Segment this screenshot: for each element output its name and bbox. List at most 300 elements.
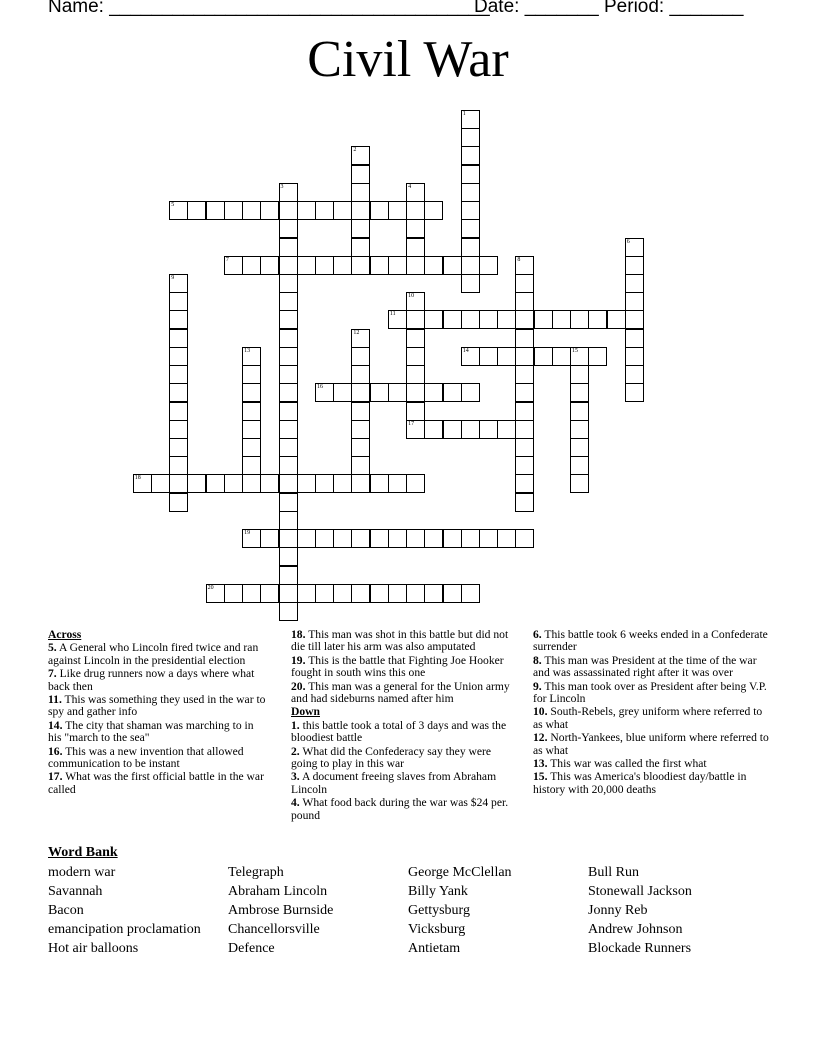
grid-cell[interactable]	[169, 365, 188, 384]
clue-item	[291, 746, 513, 771]
grid-cell[interactable]	[260, 584, 279, 603]
grid-cell[interactable]	[406, 529, 425, 548]
clue-text: A document freeing slaves from Abraham Lincoln	[291, 770, 497, 796]
grid-cell[interactable]	[370, 474, 389, 493]
grid-cell[interactable]	[297, 256, 316, 275]
grid-cell[interactable]	[625, 292, 644, 311]
grid-cell[interactable]	[370, 584, 389, 603]
grid-cell[interactable]	[224, 201, 243, 220]
grid-cell[interactable]	[443, 310, 462, 329]
grid-cell[interactable]	[479, 529, 498, 548]
grid-cell[interactable]	[570, 402, 589, 421]
grid-cell[interactable]	[588, 310, 607, 329]
grid-cell[interactable]	[461, 347, 480, 366]
grid-cell[interactable]	[497, 529, 516, 548]
word-bank-item: Telegraph	[228, 865, 284, 880]
clue-item	[291, 681, 513, 706]
grid-cell[interactable]	[461, 529, 480, 548]
grid-cell[interactable]	[279, 383, 298, 402]
grid-cell[interactable]	[169, 329, 188, 348]
grid-cell[interactable]	[351, 219, 370, 238]
clue-number-label: 13.	[533, 757, 548, 771]
clue-number: 16	[316, 384, 323, 391]
grid-cell[interactable]	[479, 347, 498, 366]
grid-cell[interactable]	[351, 474, 370, 493]
clue-number: 7	[225, 256, 229, 263]
clue-text: Like drug runners now a days where what back then	[48, 667, 255, 693]
clue-text: This battle took 6 weeks ended in a Confederate surrender	[533, 628, 768, 654]
word-bank-item: Blockade Runners	[588, 941, 692, 956]
word-bank-column	[408, 863, 512, 958]
word-bank-item: Vicksburg	[408, 922, 466, 937]
grid-cell[interactable]	[315, 529, 334, 548]
grid-cell[interactable]	[424, 584, 443, 603]
grid-cell[interactable]	[443, 420, 462, 439]
grid-cell[interactable]	[406, 238, 425, 257]
grid-cell[interactable]	[297, 529, 316, 548]
grid-cell[interactable]	[242, 201, 261, 220]
grid-cell[interactable]	[388, 529, 407, 548]
word-bank-column	[48, 863, 201, 958]
word-bank-item: Defence	[228, 941, 275, 956]
grid-cell[interactable]	[351, 438, 370, 457]
clue-item	[291, 797, 513, 822]
grid-cell[interactable]	[315, 201, 334, 220]
grid-cell[interactable]	[169, 274, 188, 293]
clue-number-label: 8.	[533, 653, 542, 667]
grid-cell[interactable]	[515, 438, 534, 457]
grid-cell[interactable]	[242, 402, 261, 421]
grid-cell[interactable]	[242, 438, 261, 457]
grid-cell[interactable]	[625, 329, 644, 348]
grid-cell[interactable]	[279, 365, 298, 384]
grid-cell[interactable]	[333, 201, 352, 220]
grid-cell[interactable]	[279, 584, 298, 603]
grid-cell[interactable]	[351, 183, 370, 202]
grid-cell[interactable]	[479, 256, 498, 275]
grid-cell[interactable]	[515, 347, 534, 366]
clue-text: North-Yankees, blue uniform where referred to as what	[533, 731, 769, 757]
grid-cell[interactable]	[169, 456, 188, 475]
clue-number: 17	[408, 420, 415, 427]
grid-cell[interactable]	[497, 420, 516, 439]
clue-text: This was America's bloodiest day/battle in history with 20,000 deaths	[533, 770, 747, 796]
grid-cell[interactable]	[297, 584, 316, 603]
grid-cell[interactable]	[260, 201, 279, 220]
grid-cell[interactable]	[297, 474, 316, 493]
grid-cell[interactable]	[169, 402, 188, 421]
grid-cell[interactable]	[406, 347, 425, 366]
grid-cell[interactable]	[351, 238, 370, 257]
grid-cell[interactable]	[515, 365, 534, 384]
clue-item	[533, 629, 769, 654]
clue-number-label: 14.	[48, 718, 63, 732]
grid-cell[interactable]	[351, 365, 370, 384]
clue-number: 19	[244, 530, 251, 537]
word-bank-item: Andrew Johnson	[588, 922, 683, 937]
grid-cell[interactable]	[224, 474, 243, 493]
clue-item	[533, 732, 769, 757]
clue-text: This man was President at the time of the war and was assassinated right after it was over	[533, 653, 757, 680]
grid-cell[interactable]	[370, 256, 389, 275]
grid-cell[interactable]	[515, 329, 534, 348]
clue-item	[291, 771, 513, 796]
clue-item	[533, 681, 769, 706]
grid-cell[interactable]	[625, 310, 644, 329]
clues-column-3	[533, 629, 769, 797]
grid-cell[interactable]	[406, 292, 425, 311]
grid-cell[interactable]	[279, 347, 298, 366]
grid-cell[interactable]	[279, 547, 298, 566]
grid-cell[interactable]	[351, 165, 370, 184]
grid-cell[interactable]	[279, 310, 298, 329]
grid-cell[interactable]	[625, 383, 644, 402]
grid-cell[interactable]	[206, 474, 225, 493]
grid-cell[interactable]	[406, 365, 425, 384]
grid-cell[interactable]	[351, 347, 370, 366]
grid-cell[interactable]	[279, 474, 298, 493]
grid-cell[interactable]	[443, 529, 462, 548]
word-bank-column	[228, 863, 333, 958]
grid-cell[interactable]	[242, 420, 261, 439]
grid-cell[interactable]	[515, 402, 534, 421]
grid-cell[interactable]	[625, 274, 644, 293]
grid-cell[interactable]	[461, 219, 480, 238]
grid-cell[interactable]	[315, 474, 334, 493]
clue-number-label: 20.	[291, 679, 306, 693]
grid-cell[interactable]	[515, 292, 534, 311]
grid-cell[interactable]	[515, 310, 534, 329]
grid-cell[interactable]	[570, 347, 589, 366]
grid-cell[interactable]	[169, 347, 188, 366]
grid-cell[interactable]	[351, 256, 370, 275]
grid-cell[interactable]	[406, 183, 425, 202]
word-bank-item: Jonny Reb	[588, 903, 648, 918]
clue-item	[533, 655, 769, 680]
grid-cell[interactable]	[424, 529, 443, 548]
grid-cell[interactable]	[370, 201, 389, 220]
grid-cell[interactable]	[242, 365, 261, 384]
grid-cell[interactable]	[169, 474, 188, 493]
grid-cell[interactable]	[406, 383, 425, 402]
grid-cell[interactable]	[461, 238, 480, 257]
grid-cell[interactable]	[607, 310, 626, 329]
grid-cell[interactable]	[242, 383, 261, 402]
grid-cell[interactable]	[206, 201, 225, 220]
clue-number-label: 18.	[291, 628, 306, 641]
grid-cell[interactable]	[461, 256, 480, 275]
grid-cell[interactable]	[279, 256, 298, 275]
clue-number-label: 15.	[533, 770, 548, 784]
grid-cell[interactable]	[279, 456, 298, 475]
grid-cell[interactable]	[315, 383, 334, 402]
clues-column-1	[48, 629, 266, 797]
word-bank-item: Abraham Lincoln	[228, 884, 328, 899]
grid-cell[interactable]	[388, 584, 407, 603]
grid-cell[interactable]	[570, 383, 589, 402]
grid-cell[interactable]	[461, 165, 480, 184]
grid-cell[interactable]	[424, 310, 443, 329]
grid-cell[interactable]	[370, 529, 389, 548]
clue-text: This was a new invention that allowed communication to be instant	[48, 744, 244, 771]
grid-cell[interactable]	[169, 420, 188, 439]
grid-cell[interactable]	[279, 183, 298, 202]
grid-cell[interactable]	[351, 456, 370, 475]
word-bank-heading: Word Bank	[48, 845, 118, 860]
grid-cell[interactable]	[625, 347, 644, 366]
clue-number: 15	[572, 347, 579, 354]
grid-cell[interactable]	[279, 329, 298, 348]
clue-number: 1	[462, 111, 466, 117]
grid-cell[interactable]	[351, 584, 370, 603]
clue-number-label: 12.	[533, 731, 548, 745]
word-bank-item: Stonewall Jackson	[588, 884, 692, 899]
clue-number-label: 10.	[533, 705, 548, 719]
grid-cell[interactable]	[260, 256, 279, 275]
clue-number: 14	[462, 347, 469, 354]
clue-text: A General who Lincoln fired twice and ran against Lincoln in the presidential election	[48, 641, 259, 667]
grid-cell[interactable]	[461, 274, 480, 293]
grid-cell[interactable]	[333, 529, 352, 548]
grid-cell[interactable]	[351, 420, 370, 439]
grid-cell[interactable]	[461, 183, 480, 202]
grid-cell[interactable]	[515, 420, 534, 439]
clue-text: This war was called the first what	[547, 757, 707, 771]
grid-cell[interactable]	[406, 329, 425, 348]
grid-cell[interactable]	[534, 310, 553, 329]
period-field-label: Period: _______	[604, 0, 744, 17]
grid-cell[interactable]	[552, 347, 571, 366]
clue-number: 5	[171, 202, 175, 209]
grid-cell[interactable]	[279, 420, 298, 439]
grid-cell[interactable]	[206, 584, 225, 603]
grid-cell[interactable]	[515, 493, 534, 512]
grid-cell[interactable]	[625, 365, 644, 384]
grid-cell[interactable]	[169, 201, 188, 220]
clue-number: 13	[244, 347, 251, 354]
grid-cell[interactable]	[534, 347, 553, 366]
clue-number: 11	[389, 311, 396, 318]
grid-cell[interactable]	[515, 256, 534, 275]
grid-cell[interactable]	[443, 256, 462, 275]
word-bank-item: Gettysburg	[408, 903, 470, 918]
word-bank-column	[588, 863, 692, 958]
clue-item	[533, 771, 769, 796]
grid-cell[interactable]	[625, 238, 644, 257]
grid-cell[interactable]	[625, 256, 644, 275]
grid-cell[interactable]	[242, 529, 261, 548]
grid-cell[interactable]	[224, 256, 243, 275]
grid-cell[interactable]	[279, 201, 298, 220]
grid-cell[interactable]	[279, 219, 298, 238]
grid-cell[interactable]	[242, 456, 261, 475]
grid-cell[interactable]	[279, 238, 298, 257]
grid-cell[interactable]	[370, 383, 389, 402]
grid-cell[interactable]	[479, 420, 498, 439]
grid-cell[interactable]	[424, 201, 443, 220]
grid-cell[interactable]	[169, 292, 188, 311]
grid-cell[interactable]	[351, 529, 370, 548]
grid-cell[interactable]	[515, 474, 534, 493]
grid-cell[interactable]	[333, 256, 352, 275]
clue-text: What did the Confederacy say they were going to play in this war	[291, 744, 492, 771]
grid-cell[interactable]	[333, 474, 352, 493]
word-bank-item: Billy Yank	[408, 884, 468, 899]
clue-item	[48, 668, 266, 693]
clue-text: This man was a general for the Union army and had sideburns named after him	[291, 679, 510, 706]
grid-cell[interactable]	[169, 383, 188, 402]
grid-cell[interactable]	[406, 201, 425, 220]
clue-number: 4	[408, 183, 412, 190]
grid-cell[interactable]	[461, 584, 480, 603]
clue-number-label: 5.	[48, 641, 57, 655]
clue-number-label: 1.	[291, 718, 300, 732]
grid-cell[interactable]	[406, 402, 425, 421]
grid-cell[interactable]	[388, 201, 407, 220]
grid-cell[interactable]	[570, 438, 589, 457]
grid-cell[interactable]	[461, 420, 480, 439]
grid-cell[interactable]	[242, 347, 261, 366]
grid-cell[interactable]	[515, 383, 534, 402]
grid-cell[interactable]	[570, 456, 589, 475]
grid-cell[interactable]	[461, 128, 480, 147]
clue-item	[48, 694, 266, 719]
grid-cell[interactable]	[515, 529, 534, 548]
grid-cell[interactable]	[461, 383, 480, 402]
grid-cell[interactable]	[406, 310, 425, 329]
grid-cell[interactable]	[351, 201, 370, 220]
grid-cell[interactable]	[351, 383, 370, 402]
word-bank-item: Ambrose Burnside	[228, 903, 334, 918]
grid-cell[interactable]	[497, 347, 516, 366]
grid-cell[interactable]	[406, 474, 425, 493]
clue-item	[291, 720, 513, 745]
grid-cell[interactable]	[388, 310, 407, 329]
clue-item	[48, 746, 266, 771]
grid-cell[interactable]	[351, 329, 370, 348]
grid-cell[interactable]	[424, 383, 443, 402]
clue-number-label: 2.	[291, 744, 300, 758]
clues-column-2	[291, 629, 513, 823]
grid-cell[interactable]	[242, 474, 261, 493]
clue-number-label: 7.	[48, 667, 57, 681]
grid-cell[interactable]	[279, 602, 298, 621]
grid-cell[interactable]	[570, 365, 589, 384]
grid-cell[interactable]	[260, 474, 279, 493]
grid-cell[interactable]	[279, 493, 298, 512]
clue-number-label: 17.	[48, 770, 63, 784]
clue-item	[48, 720, 266, 745]
grid-cell[interactable]	[187, 201, 206, 220]
word-bank-item: Antietam	[408, 941, 461, 956]
grid-cell[interactable]	[461, 110, 480, 129]
clue-number: 8	[517, 256, 521, 263]
grid-cell[interactable]	[588, 347, 607, 366]
grid-cell[interactable]	[406, 420, 425, 439]
grid-cell[interactable]	[461, 201, 480, 220]
word-bank-item: George McClellan	[408, 865, 512, 880]
grid-cell[interactable]	[388, 474, 407, 493]
grid-cell[interactable]	[461, 146, 480, 165]
word-bank-item: Savannah	[48, 884, 103, 899]
grid-cell[interactable]	[260, 529, 279, 548]
grid-cell[interactable]	[242, 584, 261, 603]
grid-cell[interactable]	[169, 310, 188, 329]
clue-number-label: 11.	[48, 693, 62, 707]
name-field-label: Name: ____________________________________	[48, 0, 490, 17]
down-heading: Down	[291, 705, 320, 719]
grid-cell[interactable]	[351, 146, 370, 165]
clue-text: What food back during the war was $24 per. pound	[291, 796, 509, 822]
grid-cell[interactable]	[570, 420, 589, 439]
grid-cell[interactable]	[461, 310, 480, 329]
clue-text: South-Rebels, grey uniform where referred to as what	[533, 705, 763, 731]
clue-number: 9	[171, 274, 175, 281]
grid-cell[interactable]	[515, 274, 534, 293]
grid-cell[interactable]	[406, 584, 425, 603]
grid-cell[interactable]	[242, 256, 261, 275]
date-field-label: Date: _______	[474, 0, 599, 17]
grid-cell[interactable]	[570, 474, 589, 493]
clue-text: this battle took a total of 3 days and was the bloodiest battle	[291, 718, 507, 745]
grid-cell[interactable]	[169, 438, 188, 457]
grid-cell[interactable]	[151, 474, 170, 493]
grid-cell[interactable]	[279, 529, 298, 548]
grid-cell[interactable]	[169, 493, 188, 512]
grid-cell[interactable]	[406, 256, 425, 275]
grid-cell[interactable]	[279, 438, 298, 457]
grid-cell[interactable]	[570, 310, 589, 329]
clue-item	[291, 655, 513, 680]
clue-number-label: 19.	[291, 653, 306, 667]
grid-cell[interactable]	[479, 310, 498, 329]
grid-cell[interactable]	[443, 383, 462, 402]
grid-cell[interactable]	[497, 310, 516, 329]
grid-cell[interactable]	[424, 420, 443, 439]
clue-number: 3	[280, 183, 284, 190]
grid-cell[interactable]	[279, 292, 298, 311]
grid-cell[interactable]	[133, 474, 152, 493]
grid-cell[interactable]	[406, 219, 425, 238]
grid-cell[interactable]	[224, 584, 243, 603]
clue-text: This man took over as President after being V.P. for Lincoln	[533, 679, 767, 706]
clue-item	[48, 642, 266, 667]
grid-cell[interactable]	[552, 310, 571, 329]
grid-cell[interactable]	[333, 383, 352, 402]
grid-cell[interactable]	[315, 584, 334, 603]
clue-number: 2	[353, 147, 357, 154]
grid-cell[interactable]	[315, 256, 334, 275]
grid-cell[interactable]	[351, 402, 370, 421]
grid-cell[interactable]	[279, 511, 298, 530]
grid-cell[interactable]	[297, 201, 316, 220]
grid-cell[interactable]	[187, 474, 206, 493]
grid-cell[interactable]	[388, 383, 407, 402]
clue-number: 10	[408, 293, 415, 300]
grid-cell[interactable]	[333, 584, 352, 603]
clue-number: 20	[207, 584, 214, 591]
clue-number-label: 6.	[533, 628, 542, 641]
grid-cell[interactable]	[388, 256, 407, 275]
grid-cell[interactable]	[279, 402, 298, 421]
grid-cell[interactable]	[443, 584, 462, 603]
clue-item	[291, 629, 513, 654]
grid-cell[interactable]	[515, 456, 534, 475]
grid-cell[interactable]	[279, 274, 298, 293]
grid-cell[interactable]	[279, 566, 298, 585]
grid-cell[interactable]	[424, 256, 443, 275]
clue-item	[48, 771, 266, 796]
